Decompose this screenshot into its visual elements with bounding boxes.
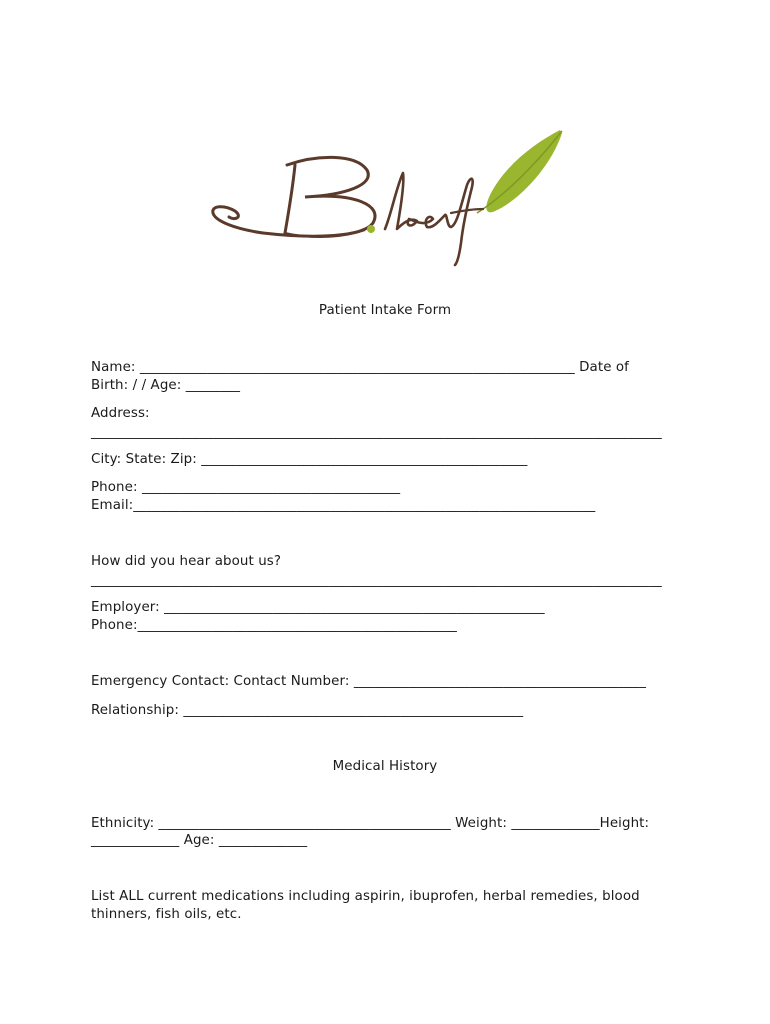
employer-phone-field-line[interactable]: Phone:_______________________________________________ [91, 618, 457, 633]
emergency-contact-field-line[interactable]: Emergency Contact: Contact Number: ___________________________________________ [91, 674, 647, 689]
city-state-zip-field-line[interactable]: City: State: Zip: ________________________________________________ [91, 452, 528, 467]
address-field[interactable]: ____________________________________________________________________________________ [91, 425, 662, 440]
address-label: Address: [91, 406, 150, 421]
referral-label: How did you hear about us? [91, 554, 282, 569]
form-title: Patient Intake Form [318, 303, 452, 318]
bleaf-logo [205, 125, 575, 270]
email-field-line[interactable]: Email:____________________________________________________________________ [91, 498, 596, 513]
ethnicity-weight-height-field-line[interactable]: Ethnicity: ___________________________________________ Weight: _____________Height: [91, 816, 650, 831]
leaf-icon [486, 130, 562, 212]
birth-age-field-line[interactable]: Birth: / / Age: ________ [91, 378, 241, 393]
relationship-field-line[interactable]: Relationship: __________________________________________________ [91, 703, 524, 718]
age-field-line[interactable]: _____________ Age: _____________ [91, 833, 308, 848]
phone-field-line[interactable]: Phone: ______________________________________ [91, 480, 401, 495]
medications-instructions-line-1: List ALL current medications including aspirin, ibuprofen, herbal remedies, blood [91, 889, 640, 904]
name-field-line[interactable]: Name: ________________________________________________________________ Date of [91, 360, 629, 375]
medications-instructions-line-2: thinners, fish oils, etc. [91, 907, 242, 922]
employer-field-line[interactable]: Employer: ________________________________________________________ [91, 600, 545, 615]
medical-history-heading: Medical History [332, 759, 438, 774]
referral-field[interactable]: ____________________________________________________________________________________ [91, 573, 662, 588]
